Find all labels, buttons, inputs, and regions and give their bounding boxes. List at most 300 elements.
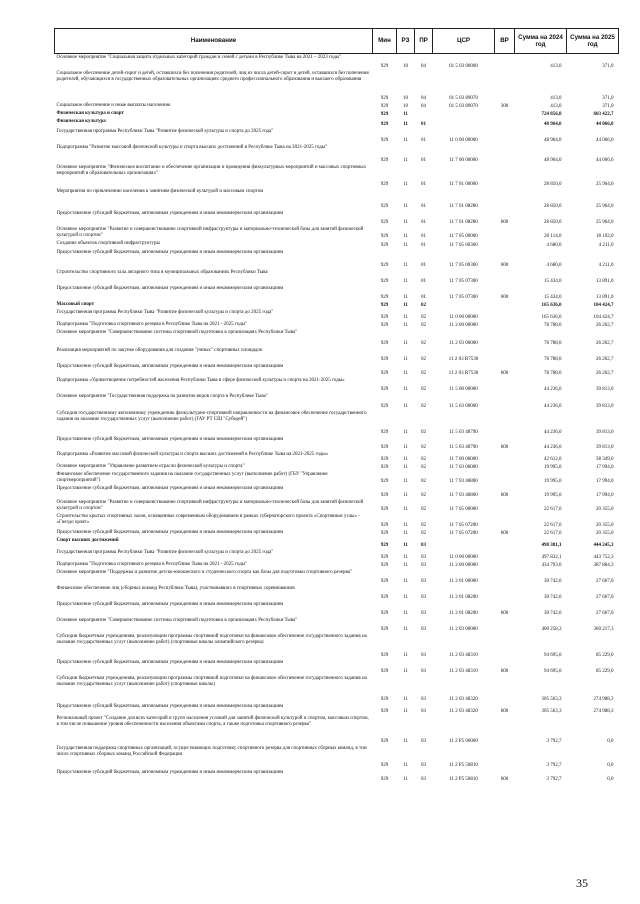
row-csr: 11 0 00 00000 bbox=[449, 138, 478, 144]
row-vr: 300 bbox=[500, 104, 509, 110]
row-sum-2024: 78 788,0 bbox=[544, 371, 562, 377]
table-row bbox=[55, 676, 619, 704]
row-csr: 11 7 05 07300 bbox=[449, 295, 478, 301]
row-min: 929 bbox=[380, 104, 389, 110]
table-row bbox=[55, 286, 619, 302]
row-sum-2024: 44 236,0 bbox=[544, 430, 562, 436]
row-pr: 03 bbox=[421, 563, 426, 569]
row-name: Субсидии бюджетным учреждениям, реализующим программы спортивной подготовки на финансовое обеспечение государственного задания на оказание государственных услуг (выполнение работ) (спортивные школы олимпийского резерва) bbox=[56, 634, 367, 645]
row-pr: 02 bbox=[421, 457, 426, 463]
row-min: 929 bbox=[380, 430, 389, 436]
row-name: Основное мероприятие "Управление развитием отрасли физической культуры и спорта" bbox=[56, 464, 245, 469]
row-pr: 03 bbox=[421, 555, 426, 561]
row-sum-2025: 104 424,7 bbox=[593, 303, 614, 309]
row-sum-2025: 39 813,0 bbox=[596, 430, 614, 436]
row-vr: 600 bbox=[500, 263, 509, 269]
row-name: Государственная программа Республики Тыва "Развитие физической культуры и спорта до 2025 года" bbox=[56, 310, 274, 315]
row-rz: 11 bbox=[403, 357, 408, 363]
row-sum-2025: 603 422,7 bbox=[593, 112, 614, 118]
budget-table-page bbox=[54, 28, 618, 784]
row-vr: 600 bbox=[500, 445, 509, 451]
row-vr bbox=[495, 165, 515, 189]
row-vr bbox=[495, 472, 515, 486]
row-name: Основное мероприятие "Совершенствование системы спортивной подготовки в организациях Республики Тыва" bbox=[56, 330, 298, 335]
row-pr: 02 bbox=[421, 404, 426, 410]
row-min: 929 bbox=[380, 243, 389, 249]
header-sum-2025: Сумма на 2025 год bbox=[567, 29, 619, 54]
row-rz: 11 bbox=[403, 697, 408, 703]
row-csr: 11 5 03 48790 bbox=[449, 445, 478, 451]
row-name: Предоставление субсидий бюджетным, автономным учреждениям и иным некоммерческим организациям bbox=[56, 286, 284, 291]
row-rz: 11 bbox=[403, 739, 408, 745]
row-rz: 11 bbox=[403, 430, 408, 436]
row-sum-2025: 371,0 bbox=[602, 104, 614, 110]
table-row bbox=[55, 211, 619, 227]
row-csr bbox=[433, 538, 495, 550]
row-vr bbox=[495, 322, 515, 330]
row-pr: 02 bbox=[421, 531, 426, 537]
row-vr: 600 bbox=[500, 611, 509, 617]
row-name: Основное мероприятие "Развитие и совершенствование спортивной инфраструктуры и материально-технической базы для занятий физической культурой и спортом" bbox=[56, 227, 364, 238]
row-csr: 11 7 05 00000 bbox=[449, 234, 478, 240]
row-pr: 02 bbox=[421, 341, 426, 347]
row-csr: 11 2 03 R7530 bbox=[448, 371, 479, 377]
row-csr: 11 2 P5 00000 bbox=[449, 739, 478, 745]
row-pr: 03 bbox=[421, 627, 426, 633]
row-csr: 11 2 00 00000 bbox=[449, 563, 478, 569]
row-pr: 02 bbox=[421, 430, 426, 436]
row-csr: 11 0 00 00000 bbox=[449, 555, 478, 561]
row-rz: 11 bbox=[403, 507, 408, 513]
row-rz: 11 bbox=[403, 653, 408, 659]
row-sum-2025: 85 229,0 bbox=[596, 653, 614, 659]
row-pr: 03 bbox=[421, 579, 426, 585]
row-min: 929 bbox=[380, 279, 389, 285]
table-row bbox=[55, 241, 619, 250]
row-name: Социальное обеспечение детей-сирот и детей, оставшихся без попечения родителей, лиц из числа детей-сирот и детей, оставшихся без попечения родителей, обучающихся в государственных образовательных организациях среднего профессионального образования и высшего образования bbox=[56, 71, 369, 82]
row-min: 929 bbox=[380, 531, 389, 537]
header-vr: ВР bbox=[495, 29, 515, 54]
row-min: 929 bbox=[380, 479, 389, 485]
table-row bbox=[55, 270, 619, 286]
row-vr: 600 bbox=[500, 493, 509, 499]
row-min: 929 bbox=[380, 465, 389, 471]
row-sum-2025: 26 262,7 bbox=[596, 341, 614, 347]
row-sum-2024: 15 434,0 bbox=[544, 295, 562, 301]
row-sum-2025: 371,0 bbox=[602, 96, 614, 102]
row-sum-2025: 44 066,0 bbox=[596, 122, 614, 128]
row-vr bbox=[495, 716, 515, 746]
row-name: Физическая культура bbox=[56, 119, 106, 124]
row-rz: 11 bbox=[403, 204, 408, 210]
row-pr: 03 bbox=[421, 777, 426, 783]
row-vr bbox=[495, 452, 515, 464]
row-rz: 11 bbox=[403, 457, 408, 463]
row-csr: 11 2 03 00000 bbox=[449, 627, 478, 633]
row-sum-2024: 165 636,0 bbox=[541, 303, 562, 309]
row-sum-2024: 22 617,0 bbox=[544, 531, 562, 537]
row-vr bbox=[495, 550, 515, 562]
row-name: Подпрограмма "Подготовка спортивного резерва в Республике Тыва на 2021 - 2025 годы" bbox=[56, 322, 248, 327]
table-row bbox=[55, 618, 619, 634]
row-sum-2025: 26 262,7 bbox=[596, 371, 614, 377]
row-rz: 11 bbox=[403, 763, 408, 769]
row-pr: 02 bbox=[421, 465, 426, 471]
table-row bbox=[55, 746, 619, 770]
table-row bbox=[55, 322, 619, 330]
row-sum-2024: 305 563,3 bbox=[541, 697, 562, 703]
row-pr bbox=[415, 111, 433, 119]
row-sum-2024: 78 788,0 bbox=[544, 357, 562, 363]
row-pr: 03 bbox=[421, 739, 426, 745]
row-min: 929 bbox=[380, 739, 389, 745]
table-row bbox=[55, 330, 619, 348]
table-row bbox=[55, 411, 619, 437]
row-sum-2024: 44 236,0 bbox=[544, 387, 562, 393]
row-vr bbox=[495, 570, 515, 586]
row-sum-2024: 413,0 bbox=[550, 64, 562, 70]
row-sum-2024: 78 788,0 bbox=[544, 341, 562, 347]
row-vr bbox=[495, 71, 515, 103]
row-name: Региональный проект "Создание для всех категорий и групп населения условий для занятий физической культурой и спортом, массовым спортом, в том числе повышение уровня обеспеченности населения объектами спорта, а также подготовка спортивного резерва" bbox=[56, 716, 369, 727]
row-min: 929 bbox=[380, 653, 389, 659]
row-sum-2025: 25 964,0 bbox=[596, 182, 614, 188]
row-pr: 02 bbox=[421, 371, 426, 377]
row-csr: 11 2 03 48320 bbox=[449, 709, 478, 715]
row-vr: 600 bbox=[500, 295, 509, 301]
row-sum-2024: 94 695,0 bbox=[544, 653, 562, 659]
row-sum-2025: 4 211,0 bbox=[598, 243, 614, 249]
row-name: Финансовое обеспечение лиц (сборных команд Республики Тыва), участвовавших в спортивных соревнованиях bbox=[56, 586, 296, 591]
row-min: 929 bbox=[380, 523, 389, 529]
row-sum-2024: 78 788,0 bbox=[544, 323, 562, 329]
row-vr: 600 bbox=[500, 709, 509, 715]
row-sum-2024: 497 832,1 bbox=[541, 555, 562, 561]
row-sum-2024: 48 964,0 bbox=[544, 158, 562, 164]
row-min: 929 bbox=[380, 158, 389, 164]
row-vr bbox=[495, 378, 515, 394]
row-csr: 11 0 00 00000 bbox=[449, 315, 478, 321]
table-row bbox=[55, 145, 619, 165]
row-sum-2024: 3 792,7 bbox=[546, 777, 562, 783]
row-sum-2025: 25 964,0 bbox=[596, 204, 614, 210]
row-sum-2025: 27 667,0 bbox=[596, 595, 614, 601]
row-csr: 11 2 01 08200 bbox=[449, 611, 478, 617]
row-sum-2024: 22 617,0 bbox=[544, 507, 562, 513]
row-rz: 10 bbox=[403, 96, 408, 102]
row-min: 929 bbox=[380, 323, 389, 329]
table-row bbox=[55, 660, 619, 676]
row-name: Предоставление субсидий бюджетным, автономным учреждениям и иным некоммерческим организациям bbox=[56, 770, 284, 775]
row-sum-2025: 444 245,3 bbox=[593, 543, 614, 549]
row-pr: 03 bbox=[421, 669, 426, 675]
row-pr: 01 bbox=[421, 295, 426, 301]
row-min: 929 bbox=[380, 122, 389, 128]
row-name: Государственная программа Республики Тыва "Развитие физической культуры и спорта до 2025 года" bbox=[56, 550, 274, 555]
row-sum-2024: 48 964,0 bbox=[544, 138, 562, 144]
row-sum-2025: 0,0 bbox=[607, 763, 614, 769]
row-name: Строительство крытых спортивных залов, оснащенные современным оборудованием в рамках губернаторского проекта «Спортивные узлы» - «Гнездо орлят» bbox=[56, 514, 360, 525]
row-csr: 01 5 03 89070 bbox=[449, 96, 478, 102]
table-row bbox=[55, 71, 619, 103]
row-vr bbox=[495, 676, 515, 704]
row-sum-2025: 360 217,3 bbox=[593, 627, 614, 633]
row-sum-2024: 4 680,0 bbox=[546, 243, 562, 249]
row-pr: 01 bbox=[421, 234, 426, 240]
page-number: 35 bbox=[576, 876, 588, 890]
table-row bbox=[55, 530, 619, 538]
row-vr bbox=[495, 129, 515, 145]
row-rz: 10 bbox=[403, 64, 408, 70]
row-pr: 03 bbox=[421, 595, 426, 601]
row-sum-2024: 165 636,0 bbox=[541, 315, 562, 321]
row-sum-2025: 26 262,7 bbox=[596, 323, 614, 329]
row-rz: 11 bbox=[403, 158, 408, 164]
row-sum-2025: 20 355,0 bbox=[596, 531, 614, 537]
row-sum-2025: 4 211,0 bbox=[598, 263, 614, 269]
row-rz: 11 bbox=[403, 777, 408, 783]
row-rz: 11 bbox=[403, 404, 408, 410]
row-sum-2024: 30 742,0 bbox=[544, 579, 562, 585]
row-vr bbox=[495, 330, 515, 348]
row-sum-2025: 13 891,0 bbox=[596, 279, 614, 285]
row-min: 929 bbox=[380, 611, 389, 617]
row-min: 929 bbox=[380, 595, 389, 601]
row-csr: 11 2 03 R7530 bbox=[448, 357, 479, 363]
row-min: 929 bbox=[380, 263, 389, 269]
row-name: Предоставление субсидий бюджетным, автономным учреждениям и иным некоммерческим организациям bbox=[56, 704, 284, 709]
table-row bbox=[55, 634, 619, 660]
row-csr: 11 7 05 00000 bbox=[449, 507, 478, 513]
row-min: 929 bbox=[380, 777, 389, 783]
table-header-row bbox=[55, 29, 619, 54]
row-min: 929 bbox=[380, 493, 389, 499]
row-sum-2024: 3 792,7 bbox=[546, 739, 562, 745]
budget-table bbox=[54, 28, 619, 784]
row-rz: 11 bbox=[403, 303, 408, 309]
row-name: Предоставление субсидий бюджетным, автономным учреждениям и иным некоммерческим организациям bbox=[56, 602, 284, 607]
row-sum-2024: 498 381,1 bbox=[541, 543, 562, 549]
row-rz: 11 bbox=[403, 122, 408, 128]
row-name: Государственная программа Республики Тыва "Развитие физической культуры и спорта до 2025 года" bbox=[56, 129, 274, 134]
table-row bbox=[55, 310, 619, 322]
row-pr: 03 bbox=[421, 697, 426, 703]
row-min: 929 bbox=[380, 669, 389, 675]
header-min: Мин bbox=[373, 29, 397, 54]
row-name: Предоставление субсидий бюджетным, автономным учреждениям и иным некоммерческим организациям bbox=[56, 250, 284, 255]
row-min: 929 bbox=[380, 697, 389, 703]
row-name: Строительство спортивного зала ангарного типа в муниципальных образованиях Республики Тыва bbox=[56, 270, 268, 275]
row-min: 929 bbox=[380, 220, 389, 226]
row-csr: 11 7 01 08280 bbox=[449, 204, 478, 210]
row-sum-2024: 19 995,0 bbox=[544, 465, 562, 471]
row-sum-2025: 44 066,0 bbox=[596, 138, 614, 144]
row-vr: 600 bbox=[500, 777, 509, 783]
row-sum-2025: 18 102,0 bbox=[596, 234, 614, 240]
row-csr: 11 2 01 00000 bbox=[449, 579, 478, 585]
row-min: 929 bbox=[380, 303, 389, 309]
row-sum-2025: 17 994,0 bbox=[596, 479, 614, 485]
row-csr: 11 7 03 00000 bbox=[449, 465, 478, 471]
row-rz: 11 bbox=[403, 371, 408, 377]
row-rz: 11 bbox=[403, 112, 408, 118]
row-vr bbox=[495, 618, 515, 634]
row-csr: 11 7 05 07300 bbox=[449, 279, 478, 285]
row-rz: 11 bbox=[403, 234, 408, 240]
row-sum-2024: 28 850,0 bbox=[544, 204, 562, 210]
row-name: Основное мероприятие "Государственная поддержка на развитие видов спорта в Республике Тыва" bbox=[56, 394, 268, 399]
table-row bbox=[55, 103, 619, 111]
row-sum-2025: 39 813,0 bbox=[596, 387, 614, 393]
row-vr bbox=[495, 500, 515, 514]
row-min: 929 bbox=[380, 182, 389, 188]
row-csr: 11 5 03 00000 bbox=[449, 404, 478, 410]
row-sum-2025: 104 424,7 bbox=[593, 315, 614, 321]
row-min: 929 bbox=[380, 138, 389, 144]
row-csr: 11 2 03 00000 bbox=[449, 341, 478, 347]
row-pr: 02 bbox=[421, 323, 426, 329]
row-sum-2024: 19 995,0 bbox=[544, 493, 562, 499]
row-sum-2025: 85 229,0 bbox=[596, 669, 614, 675]
row-csr: 11 7 03 48800 bbox=[449, 493, 478, 499]
row-sum-2024: 724 856,8 bbox=[541, 112, 562, 118]
row-vr bbox=[495, 119, 515, 129]
row-csr: 11 7 01 00000 bbox=[449, 182, 478, 188]
row-rz: 11 bbox=[403, 341, 408, 347]
row-vr bbox=[495, 145, 515, 165]
row-pr: 03 bbox=[421, 763, 426, 769]
row-min: 929 bbox=[380, 627, 389, 633]
row-sum-2025: 17 994,0 bbox=[596, 493, 614, 499]
row-vr: 600 bbox=[500, 531, 509, 537]
row-pr: 01 bbox=[421, 243, 426, 249]
row-sum-2025: 39 813,0 bbox=[596, 404, 614, 410]
table-row bbox=[55, 486, 619, 500]
row-min: 929 bbox=[380, 457, 389, 463]
header-sum-2024: Сумма на 2024 год bbox=[515, 29, 567, 54]
row-name: Субсидии бюджетным учреждениям, реализующим программы спортивной подготовки на финансовое обеспечение государственного задания на оказание государственных услуг (выполнение работ) (спортивные школы) bbox=[56, 676, 367, 687]
row-rz: 11 bbox=[403, 315, 408, 321]
table-row bbox=[55, 437, 619, 452]
row-min: 929 bbox=[380, 234, 389, 240]
row-min: 929 bbox=[380, 709, 389, 715]
row-name: Предоставление субсидий бюджетным, автономным учреждениям и иным некоммерческим организациям bbox=[56, 486, 284, 491]
row-pr: 01 bbox=[421, 158, 426, 164]
table-row bbox=[55, 394, 619, 411]
row-sum-2024: 44 236,0 bbox=[544, 404, 562, 410]
row-rz: 11 bbox=[403, 627, 408, 633]
row-pr: 02 bbox=[421, 303, 426, 309]
table-row bbox=[55, 189, 619, 211]
row-rz: 11 bbox=[403, 523, 408, 529]
table-row bbox=[55, 111, 619, 119]
row-csr: 11 5 03 48790 bbox=[449, 430, 478, 436]
row-sum-2025: 39 813,0 bbox=[596, 445, 614, 451]
row-vr bbox=[495, 348, 515, 364]
row-vr bbox=[495, 464, 515, 472]
row-name: Предоставление субсидий бюджетным, автономным учреждениям и иным некоммерческим организациям bbox=[56, 437, 284, 442]
row-min: 929 bbox=[380, 357, 389, 363]
row-sum-2025: 387 884,3 bbox=[593, 563, 614, 569]
row-sum-2024: 20 114,0 bbox=[544, 234, 562, 240]
row-pr: 01 bbox=[421, 220, 426, 226]
table-row bbox=[55, 586, 619, 602]
row-sum-2025: 443 752,3 bbox=[593, 555, 614, 561]
row-sum-2024: 15 434,0 bbox=[544, 279, 562, 285]
row-min: 929 bbox=[380, 555, 389, 561]
row-name: Подпрограмма «Развитие массовой физической культуры и спорта высших достижений в Республике Тыва на 2021-2025 годы» bbox=[56, 452, 329, 457]
row-sum-2024: 413,0 bbox=[550, 104, 562, 110]
row-name: Предоставление субсидий бюджетным, автономным учреждениям и иным некоммерческим организациям bbox=[56, 364, 284, 369]
table-row bbox=[55, 348, 619, 364]
row-csr bbox=[433, 111, 495, 119]
row-name: Государственная поддержка спортивных организаций, осуществляющих подготовку спортивного резерва для спортивных сборных команд, в том числе спортивных сборных команд Российской Федерации bbox=[56, 746, 367, 757]
row-sum-2024: 28 850,0 bbox=[544, 220, 562, 226]
row-min: 929 bbox=[380, 315, 389, 321]
row-name: Основное мероприятие "Совершенствование системы спортивной подготовки в организациях Республики Тыва" bbox=[56, 618, 298, 623]
table-row bbox=[55, 570, 619, 586]
row-sum-2025: 20 355,0 bbox=[596, 523, 614, 529]
row-vr bbox=[495, 586, 515, 602]
row-min: 929 bbox=[380, 341, 389, 347]
row-name: Подпрограмма «Удовлетворение потребностей населения Республики Тыва в сфере физической культуры и спорта на 2021-2025 годы» bbox=[56, 378, 345, 383]
row-name: Социальное обеспечение и иные выплаты населению bbox=[56, 103, 171, 108]
row-sum-2025: 27 667,0 bbox=[596, 611, 614, 617]
row-sum-2024: 305 563,3 bbox=[541, 709, 562, 715]
table-row bbox=[55, 302, 619, 310]
row-rz: 11 bbox=[403, 445, 408, 451]
row-vr bbox=[495, 189, 515, 211]
row-min: 929 bbox=[380, 96, 389, 102]
row-pr: 02 bbox=[421, 493, 426, 499]
table-row bbox=[55, 562, 619, 570]
row-sum-2024: 400 258,3 bbox=[541, 627, 562, 633]
header-rz: РЗ bbox=[397, 29, 415, 54]
row-pr: 01 bbox=[421, 122, 426, 128]
row-min: 929 bbox=[380, 579, 389, 585]
row-vr bbox=[495, 302, 515, 310]
header-csr: ЦСР bbox=[433, 29, 495, 54]
row-rz: 11 bbox=[403, 595, 408, 601]
row-sum-2024: 19 995,0 bbox=[544, 479, 562, 485]
row-name: Мероприятия по привлечению населения к занятиям физической культурой и массовым спортом bbox=[56, 189, 264, 194]
row-rz: 11 bbox=[403, 138, 408, 144]
table-row bbox=[55, 472, 619, 486]
row-pr: 02 bbox=[421, 387, 426, 393]
row-min: 929 bbox=[380, 543, 389, 549]
table-body bbox=[55, 54, 619, 784]
row-csr: 01 5 03 00000 bbox=[449, 64, 478, 70]
row-sum-2024: 434 793,0 bbox=[541, 563, 562, 569]
row-name: Подпрограмма "Развитие массовой физической культуры и спорта высших достижений в Республике Тыва на 2021-2025 годы" bbox=[56, 145, 328, 150]
row-csr: 11 2 P5 50810 bbox=[449, 777, 478, 783]
table-row bbox=[55, 464, 619, 472]
row-rz: 11 bbox=[403, 493, 408, 499]
row-rz: 10 bbox=[403, 104, 408, 110]
row-rz: 11 bbox=[403, 531, 408, 537]
table-row bbox=[55, 250, 619, 270]
row-pr: 04 bbox=[421, 96, 426, 102]
table-row bbox=[55, 378, 619, 394]
row-csr: 01 5 03 89070 bbox=[449, 104, 478, 110]
row-csr: 11 2 00 00000 bbox=[449, 323, 478, 329]
row-csr: 11 7 01 08280 bbox=[449, 220, 478, 226]
row-vr bbox=[495, 746, 515, 770]
row-name: Основное мероприятие "Развитие и совершенствование спортивной инфраструктуры и материально-технической базы для занятий физической культурой и спортом" bbox=[56, 500, 364, 511]
row-name: Спорт высших достижений bbox=[56, 538, 119, 543]
row-vr bbox=[495, 111, 515, 119]
row-vr bbox=[495, 538, 515, 550]
